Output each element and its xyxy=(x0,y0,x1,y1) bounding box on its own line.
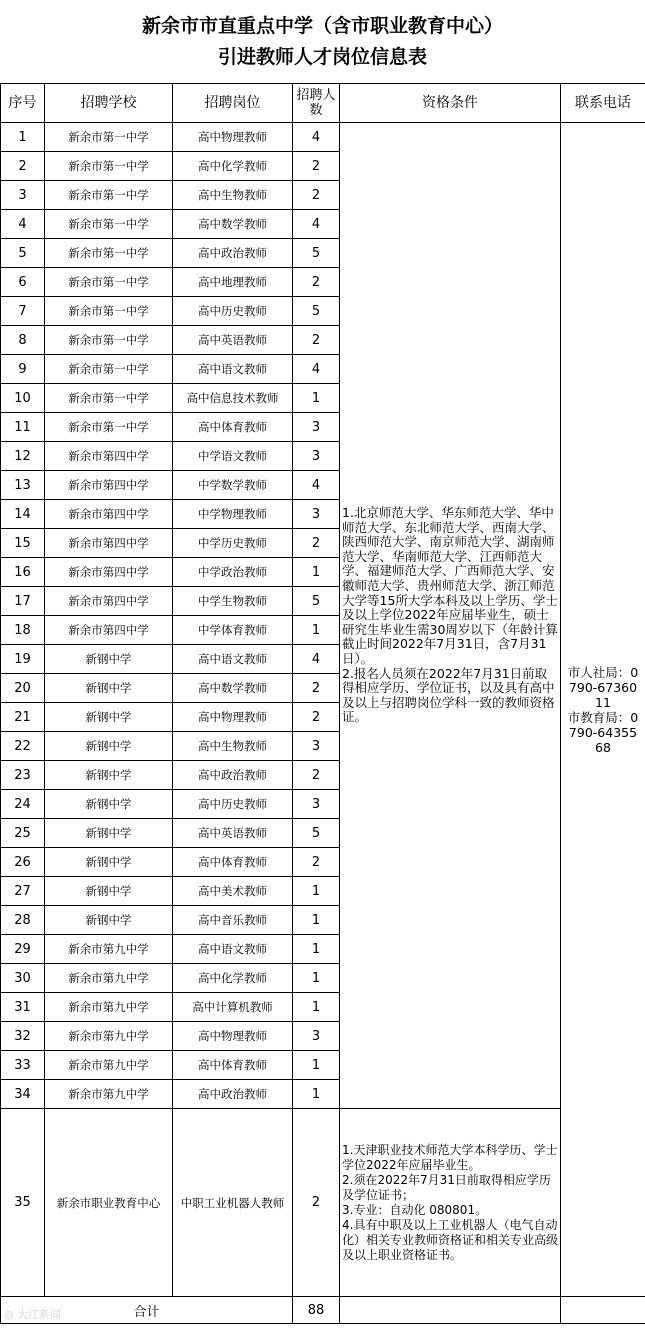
cell-post: 高中英语教师 xyxy=(173,819,293,848)
cell-post: 高中历史教师 xyxy=(173,297,293,326)
cell-count: 2 xyxy=(293,1109,340,1297)
cell-school: 新余市第四中学 xyxy=(45,529,173,558)
cell-seq: 31 xyxy=(1,993,45,1022)
cell-seq: 10 xyxy=(1,384,45,413)
header-contact: 联系电话 xyxy=(561,84,645,123)
contact-phones xyxy=(561,123,645,1297)
cell-school: 新余市第一中学 xyxy=(45,123,173,152)
cell-post: 高中数学教师 xyxy=(173,674,293,703)
cell-post: 高中体育教师 xyxy=(173,848,293,877)
cell-school: 新余市第一中学 xyxy=(45,326,173,355)
cell-seq: 5 xyxy=(1,239,45,268)
cell-count: 5 xyxy=(293,297,340,326)
cell-post: 高中体育教师 xyxy=(173,413,293,442)
cell-seq: 30 xyxy=(1,964,45,993)
cell-seq: 34 xyxy=(1,1080,45,1109)
title-line-1: 新余市市直重点中学（含市职业教育中心） xyxy=(141,15,503,37)
cell-count: 2 xyxy=(293,181,340,210)
cell-school: 新钢中学 xyxy=(45,703,173,732)
cell-count: 3 xyxy=(293,413,340,442)
qualification-vocational: 1.天津职业技术师范大学本科学历、学士学位2022年应届毕业生。 2.须在2022年7月31日前取得相应学历及学位证书； 3.专业：自动化 080801。 4.具有中职及以上工业机器人（电气自动化）相关专业教师资格证和相关专业高级及以上职业资格证书。 xyxy=(340,1109,561,1297)
cell-count: 3 xyxy=(293,442,340,471)
cell-seq: 11 xyxy=(1,413,45,442)
cell-school: 新余市第四中学 xyxy=(45,471,173,500)
cell-seq: 29 xyxy=(1,935,45,964)
cell-count: 1 xyxy=(293,906,340,935)
table-row-35 xyxy=(1,1109,645,1297)
table-title xyxy=(0,0,645,83)
cell-seq: 12 xyxy=(1,442,45,471)
cell-school: 新余市第一中学 xyxy=(45,239,173,268)
cell-post: 高中政治教师 xyxy=(173,761,293,790)
cell-seq: 9 xyxy=(1,355,45,384)
recruitment-table xyxy=(0,83,645,1324)
cell-post: 高中化学教师 xyxy=(173,964,293,993)
cell-post: 高中物理教师 xyxy=(173,1022,293,1051)
cell-school: 新余市第四中学 xyxy=(45,558,173,587)
cell-seq: 17 xyxy=(1,587,45,616)
cell-post: 高中历史教师 xyxy=(173,790,293,819)
cell-seq: 14 xyxy=(1,500,45,529)
cell-post: 高中物理教师 xyxy=(173,703,293,732)
cell-school: 新钢中学 xyxy=(45,674,173,703)
total-count: 88 xyxy=(293,1297,340,1324)
cell-count: 2 xyxy=(293,761,340,790)
cell-post: 中学语文教师 xyxy=(173,442,293,471)
header-qualification: 资格条件 xyxy=(340,84,561,123)
cell-seq: 33 xyxy=(1,1051,45,1080)
cell-seq: 8 xyxy=(1,326,45,355)
cell-school: 新余市第一中学 xyxy=(45,210,173,239)
cell-school: 新余市第一中学 xyxy=(45,181,173,210)
cell-seq: 23 xyxy=(1,761,45,790)
cell-school: 新余市第一中学 xyxy=(45,152,173,181)
cell-seq: 22 xyxy=(1,732,45,761)
cell-count: 1 xyxy=(293,616,340,645)
cell-count: 1 xyxy=(293,558,340,587)
cell-post: 中学历史教师 xyxy=(173,529,293,558)
cell-post: 中学政治教师 xyxy=(173,558,293,587)
header-school: 招聘学校 xyxy=(45,84,173,123)
cell-school: 新余市第四中学 xyxy=(45,587,173,616)
cell-post: 高中政治教师 xyxy=(173,1080,293,1109)
cell-post: 高中政治教师 xyxy=(173,239,293,268)
cell-post: 高中生物教师 xyxy=(173,732,293,761)
cell-count: 1 xyxy=(293,1051,340,1080)
cell-count: 2 xyxy=(293,529,340,558)
total-empty-qualification xyxy=(340,1297,561,1324)
cell-school: 新余市第九中学 xyxy=(45,1022,173,1051)
cell-seq: 19 xyxy=(1,645,45,674)
cell-seq: 21 xyxy=(1,703,45,732)
cell-post: 高中信息技术教师 xyxy=(173,384,293,413)
cell-post: 高中地理教师 xyxy=(173,268,293,297)
cell-post: 高中化学教师 xyxy=(173,152,293,181)
cell-school: 新钢中学 xyxy=(45,906,173,935)
cell-school: 新余市第四中学 xyxy=(45,442,173,471)
header-count: 招聘人数 xyxy=(293,84,340,123)
cell-seq: 27 xyxy=(1,877,45,906)
cell-count: 4 xyxy=(293,355,340,384)
cell-post: 高中音乐教师 xyxy=(173,906,293,935)
cell-post: 高中体育教师 xyxy=(173,1051,293,1080)
cell-seq: 25 xyxy=(1,819,45,848)
cell-school: 新钢中学 xyxy=(45,790,173,819)
cell-school: 新钢中学 xyxy=(45,848,173,877)
cell-post: 高中语文教师 xyxy=(173,645,293,674)
cell-seq: 28 xyxy=(1,906,45,935)
cell-count: 1 xyxy=(293,877,340,906)
cell-count: 3 xyxy=(293,1022,340,1051)
contact-education-bureau: 市教育局：0790-6435568 xyxy=(567,709,639,755)
total-empty-contact xyxy=(561,1297,645,1324)
header-post: 招聘岗位 xyxy=(173,84,293,123)
cell-school: 新余市第九中学 xyxy=(45,1080,173,1109)
cell-seq: 13 xyxy=(1,471,45,500)
cell-seq: 6 xyxy=(1,268,45,297)
qualification-main: 1.北京师范大学、华东师范大学、华中师范大学、东北师范大学、西南大学、陕西师范大学、南京师范大学、湖南师范大学、华南师范大学、江西师范大学、福建师范大学、广西师范大学、安徽师范大学、贵州师范大学、浙江师范大学等15所大学本科及以上学历、学士及以上学位2022年应届毕业生，硕士研究生毕业生需30周岁以下（年龄计算截止时间2022年7月31日，含7月31日）。 2.报名人员须在2022年7月31日前取得相应学历、学位证书，以及具有高中及以上与招聘岗位学科一致的教师资格证。 xyxy=(340,123,561,1109)
cell-seq: 15 xyxy=(1,529,45,558)
cell-post: 高中物理教师 xyxy=(173,123,293,152)
cell-school: 新钢中学 xyxy=(45,877,173,906)
cell-post: 高中计算机教师 xyxy=(173,993,293,1022)
cell-count: 2 xyxy=(293,152,340,181)
cell-seq: 18 xyxy=(1,616,45,645)
cell-school: 新余市职业教育中心 xyxy=(45,1109,173,1297)
cell-school: 新钢中学 xyxy=(45,819,173,848)
cell-count: 4 xyxy=(293,123,340,152)
cell-school: 新余市第九中学 xyxy=(45,964,173,993)
cell-post: 高中美术教师 xyxy=(173,877,293,906)
cell-post: 中职工业机器人教师 xyxy=(173,1109,293,1297)
cell-count: 3 xyxy=(293,790,340,819)
cell-seq: 3 xyxy=(1,181,45,210)
cell-seq: 7 xyxy=(1,297,45,326)
cell-count: 4 xyxy=(293,645,340,674)
cell-count: 5 xyxy=(293,819,340,848)
cell-count: 2 xyxy=(293,848,340,877)
cell-post: 高中语文教师 xyxy=(173,935,293,964)
total-row xyxy=(1,1297,645,1324)
cell-post: 高中语文教师 xyxy=(173,355,293,384)
total-label: 合计 xyxy=(1,1297,293,1324)
cell-post: 高中生物教师 xyxy=(173,181,293,210)
cell-count: 2 xyxy=(293,268,340,297)
cell-count: 3 xyxy=(293,500,340,529)
cell-count: 1 xyxy=(293,964,340,993)
cell-count: 5 xyxy=(293,239,340,268)
cell-post: 中学生物教师 xyxy=(173,587,293,616)
cell-school: 新余市第一中学 xyxy=(45,355,173,384)
cell-seq: 35 xyxy=(1,1109,45,1297)
header-seq: 序号 xyxy=(1,84,45,123)
cell-school: 新余市第九中学 xyxy=(45,993,173,1022)
cell-count: 3 xyxy=(293,732,340,761)
cell-school: 新钢中学 xyxy=(45,645,173,674)
cell-seq: 1 xyxy=(1,123,45,152)
cell-count: 1 xyxy=(293,935,340,964)
cell-school: 新余市第一中学 xyxy=(45,384,173,413)
cell-count: 5 xyxy=(293,587,340,616)
cell-count: 1 xyxy=(293,384,340,413)
cell-count: 2 xyxy=(293,674,340,703)
cell-post: 高中数学教师 xyxy=(173,210,293,239)
watermark-logo: ◎ 大江新闻 xyxy=(4,1308,62,1321)
header-row xyxy=(1,84,645,123)
cell-count: 2 xyxy=(293,703,340,732)
cell-seq: 26 xyxy=(1,848,45,877)
cell-post: 中学数学教师 xyxy=(173,471,293,500)
cell-count: 1 xyxy=(293,993,340,1022)
cell-seq: 20 xyxy=(1,674,45,703)
contact-hr-bureau: 市人社局：0790-6736011 xyxy=(567,664,639,710)
cell-count: 4 xyxy=(293,210,340,239)
cell-school: 新余市第一中学 xyxy=(45,413,173,442)
cell-seq: 2 xyxy=(1,152,45,181)
cell-post: 中学物理教师 xyxy=(173,500,293,529)
cell-school: 新余市第一中学 xyxy=(45,268,173,297)
cell-school: 新钢中学 xyxy=(45,732,173,761)
cell-count: 4 xyxy=(293,471,340,500)
title-line-2: 引进教师人才岗位信息表 xyxy=(217,46,427,68)
table-row xyxy=(1,123,645,152)
cell-seq: 24 xyxy=(1,790,45,819)
cell-post: 高中英语教师 xyxy=(173,326,293,355)
cell-school: 新钢中学 xyxy=(45,761,173,790)
cell-count: 1 xyxy=(293,1080,340,1109)
cell-school: 新余市第九中学 xyxy=(45,1051,173,1080)
cell-school: 新余市第四中学 xyxy=(45,500,173,529)
cell-post: 中学体育教师 xyxy=(173,616,293,645)
cell-seq: 16 xyxy=(1,558,45,587)
cell-count: 2 xyxy=(293,326,340,355)
cell-seq: 32 xyxy=(1,1022,45,1051)
cell-school: 新余市第四中学 xyxy=(45,616,173,645)
cell-school: 新余市第九中学 xyxy=(45,935,173,964)
cell-seq: 4 xyxy=(1,210,45,239)
cell-school: 新余市第一中学 xyxy=(45,297,173,326)
